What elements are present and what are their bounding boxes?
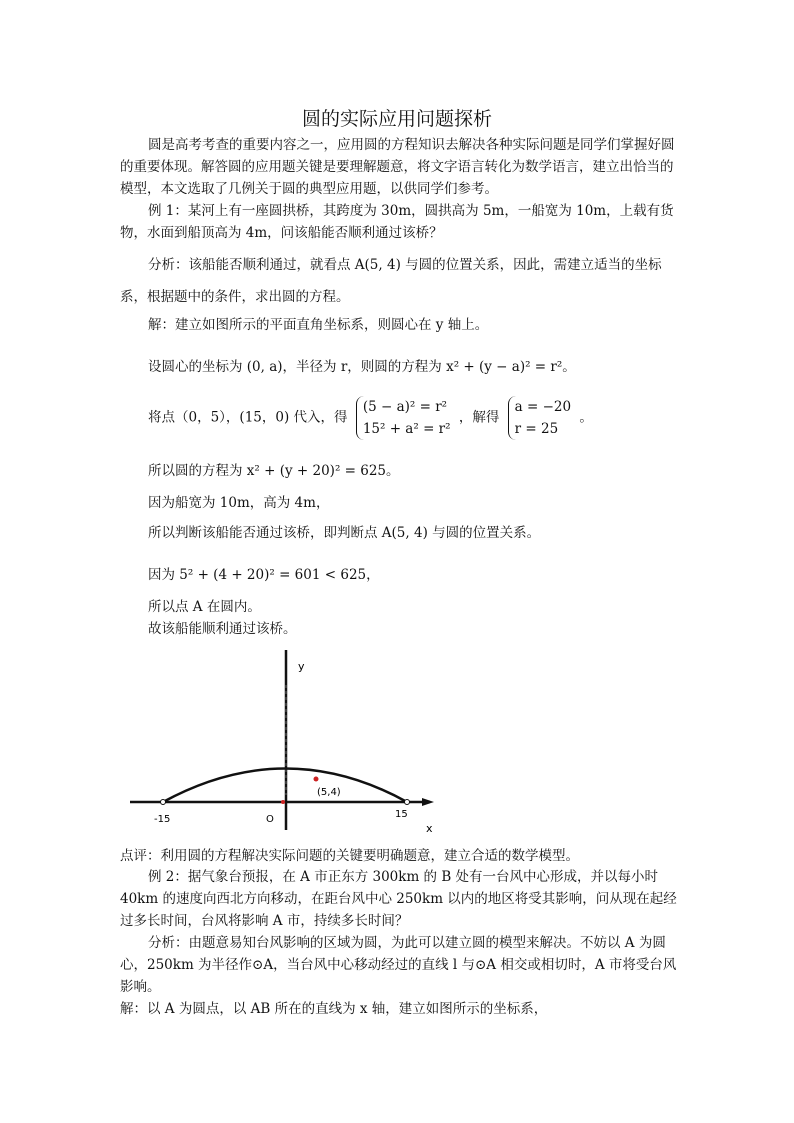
point-a-label: (5,4) [317,787,341,798]
y-label: y [298,660,305,673]
solution-1-intro: 解：建立如图所示的平面直角坐标系，则圆心在 y 轴上。 [148,317,489,333]
intro-paragraph: 圆是高考考查的重要内容之一，应用圆的方程知识去解决各种实际问题是同学们掌握好圆的重要体现。解答圆的应用题关键是要理解题意，将文字语言转化为数学语言，建立出恰当的模型，本文选取了几例关于圆的典型应用题，以供同学们参考。 [120,137,675,197]
equation-1: (5 − a)² = r² [362,399,448,415]
analysis-1-line-1: 分析：该船能否顺利通过，就看点 A(5, 4) 与圆的位置关系，因此，需建立适当的坐标 [148,257,662,273]
step-circle-center: 设圆心的坐标为 (0, a)，半径为 r，则圆的方程为 x² + (y − a)² = r²。 [148,359,576,375]
substitute-end: 。 [579,409,593,426]
right-endpoint [405,800,410,805]
solution-system [508,396,571,440]
judge-statement: 所以判断该船能否通过该桥，即判断点 A(5, 4) 与圆的位置关系。 [148,525,541,541]
inequality-check: 因为 5² + (4 + 20)² = 601 < 625， [148,567,380,583]
substitute-mid: ，解得 [458,409,500,426]
analysis-2: 分析：由题意易知台风影响的区域为圆，为此可以建立圆的模型来解决。不妨以 A 为圆心，250km 为半径作⊙A，当台风中心移动经过的直线 l 与⊙A 相交或相切时，A 市将受台风影响。 [120,935,677,995]
point-a [314,777,319,782]
point-inside: 所以点 A 在圆内。 [148,599,261,615]
solution-2-intro: 解：以 A 为圆点，以 AB 所在的直线为 x 轴，建立如图所示的坐标系， [120,1001,548,1017]
example-2-question: 例 2：据气象台预报，在 A 市正东方 300km 的 B 处有一台风中心形成，并以每小时 40km 的速度向西北方向移动，在距台风中心 250km 以内的地区将受其影响，问从现在起经过多长时间，台风将影响 A 市，持续多长时间？ [120,869,677,929]
bridge-diagram [120,645,450,840]
solution-r: r = 25 [514,421,559,437]
solution-a: a = −20 [514,399,572,415]
step-substitute [148,396,593,440]
left-endpoint [161,800,166,805]
example-1-question: 例 1：某河上有一座圆拱桥，其跨度为 30m，圆拱高为 5m，一船宽为 10m，上载有货物，水面到船顶高为 4m，问该船能否顺利通过该桥？ [120,203,674,241]
conclusion: 故该船能顺利通过该桥。 [148,621,297,637]
origin-point [281,800,285,804]
x-axis-arrow [422,798,434,806]
x-label: x [426,822,433,835]
page-title: 圆的实际应用问题探析 [301,108,492,130]
circle-equation: 所以圆的方程为 x² + (y + 20)² = 625。 [148,463,400,479]
equation-system [356,396,451,440]
comment: 点评：利用圆的方程解决实际问题的关键要明确题意，建立合适的数学模型。 [120,848,579,864]
right-tick-label: 15 [395,809,408,820]
ship-dimensions: 因为船宽为 10m，高为 4m， [148,495,330,511]
origin-label: O [266,814,274,825]
analysis-1-line-2: 系，根据题中的条件，求出圆的方程。 [120,289,350,305]
substitute-prefix: 将点（0，5），(15，0) 代入，得 [148,409,348,426]
equation-2: 15² + a² = r² [362,421,451,437]
left-tick-label: -15 [154,814,171,825]
